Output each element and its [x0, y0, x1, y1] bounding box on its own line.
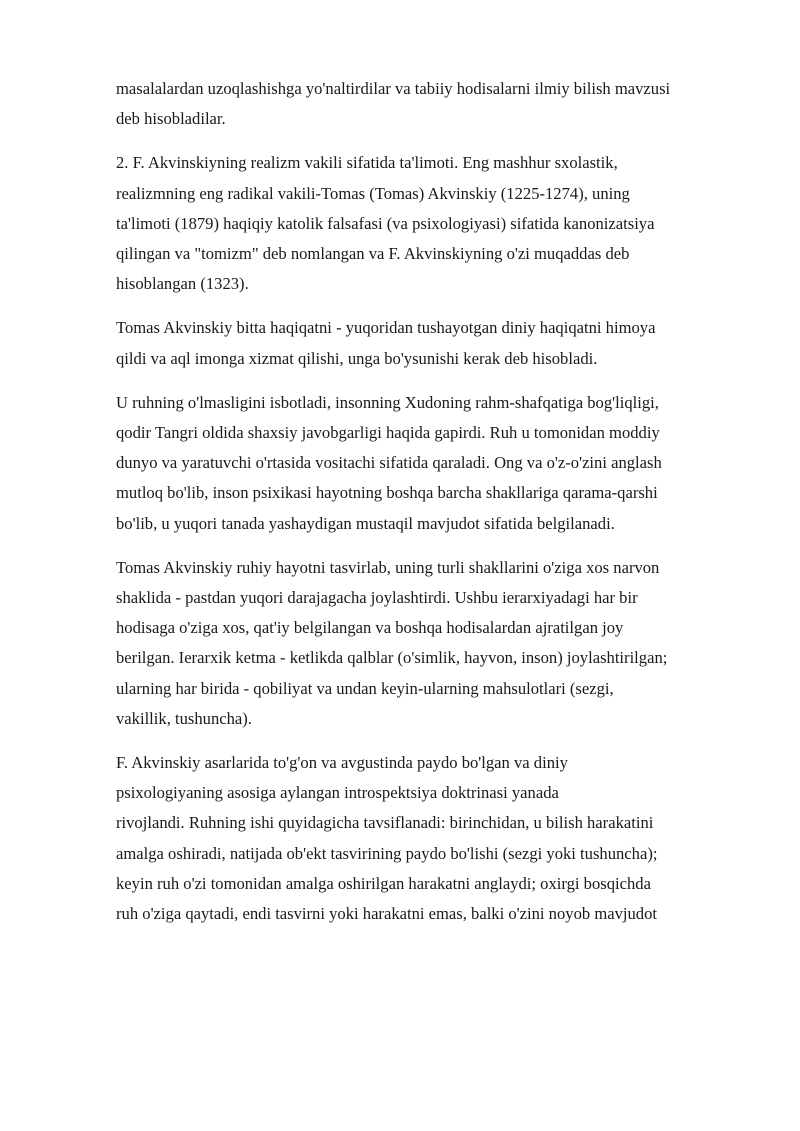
paragraph-1 — [116, 74, 750, 134]
text-line: psixologiyaning asosiga aylangan introspektsiya doktrinasi yanada — [116, 783, 559, 803]
text-line: U ruhning o'lmasligini isbotladi, insonning Xudoning rahm-shafqatiga bog'liqligi, — [116, 392, 659, 412]
text-line: realizmning eng radikal vakili-Tomas (Tomas) Akvinskiy (1225-1274), uning — [116, 183, 630, 203]
text-line: vakillik, tushuncha). — [116, 708, 252, 728]
text-line: ta'limoti (1879) haqiqiy katolik falsafasi (va psixologiyasi) sifatida kanonizatsiya — [116, 213, 655, 233]
text-line: masalalardan uzoqlashishga yo'naltirdilar va tabiiy hodisalarni ilmiy bilish mavzusi — [116, 79, 671, 98]
text-line: qilingan va "tomizm" deb nomlangan va F. Akvinskiyning o'zi muqaddas deb — [116, 244, 630, 264]
text-line: deb hisobladilar. — [116, 109, 226, 129]
text-line: ularning har birida - qobiliyat va undan keyin-ularning mahsulotlari (sezgi, — [116, 678, 614, 698]
text-line: hodisaga o'ziga xos, qat'iy belgilangan va boshqa hodisalardan ajratilgan joy — [116, 618, 624, 638]
text-line: shaklida - pastdan yuqori darajagacha joylashtirdi. Ushbu ierarxiyadagi har bir — [116, 588, 638, 608]
text-line: 2. F. Akvinskiyning realizm vakili sifatida ta'limoti. Eng mashhur sxolastik, — [116, 153, 618, 173]
text-line: rivojlandi. Ruhning ishi quyidagicha tavsiflanadi: birinchidan, u bilish harakatini — [116, 813, 654, 833]
text-line: Tomas Akvinskiy ruhiy hayotni tasvirlab, uning turli shakllarini o'ziga xos narvon — [116, 557, 660, 577]
text-line: Tomas Akvinskiy bitta haqiqatni - yuqoridan tushayotgan diniy haqiqatni himoya — [116, 318, 656, 338]
text-line: hisoblangan (1323). — [116, 274, 249, 294]
text-line: F. Akvinskiy asarlarida to'g'on va avgustinda paydo bo'lgan va diniy — [116, 753, 568, 773]
text-line: amalga oshiradi, natijada ob'ekt tasvirining paydo bo'lishi (sezgi yoki tushuncha); — [116, 843, 658, 863]
paragraph-4 — [116, 388, 750, 539]
text-line: bo'lib, u yuqori tanada yashaydigan mustaqil mavjudot sifatida belgilanadi. — [116, 513, 615, 533]
text-line: ruh o'ziga qaytadi, endi tasvirni yoki harakatni emas, balki o'zini noyob mavjudot — [116, 904, 657, 924]
text-line: keyin ruh o'zi tomonidan amalga oshirilgan harakatni anglaydi; oxirgi bosqichda — [116, 873, 651, 893]
text-line: dunyo va yaratuvchi o'rtasida vositachi sifatida qaraladi. Ong va o'z-o'zini anglash — [116, 453, 662, 473]
text-line: qodir Tangri oldida shaxsiy javobgarligi haqida gapirdi. Ruh u tomonidan moddiy — [116, 423, 660, 443]
paragraph-3 — [116, 313, 750, 373]
paragraph-6 — [116, 748, 750, 929]
document-body — [116, 74, 750, 943]
text-line: mutloq bo'lib, inson psixikasi hayotning boshqa barcha shakllariga qarama-qarshi — [116, 483, 658, 503]
text-line: berilgan. Ierarxik ketma - ketlikda qalblar (o'simlik, hayvon, inson) joylashtirilgan; — [116, 648, 668, 668]
paragraph-5 — [116, 553, 750, 734]
text-line: qildi va aql imonga xizmat qilishi, unga bo'ysunishi kerak deb hisobladi. — [116, 348, 598, 368]
paragraph-2 — [116, 148, 750, 299]
